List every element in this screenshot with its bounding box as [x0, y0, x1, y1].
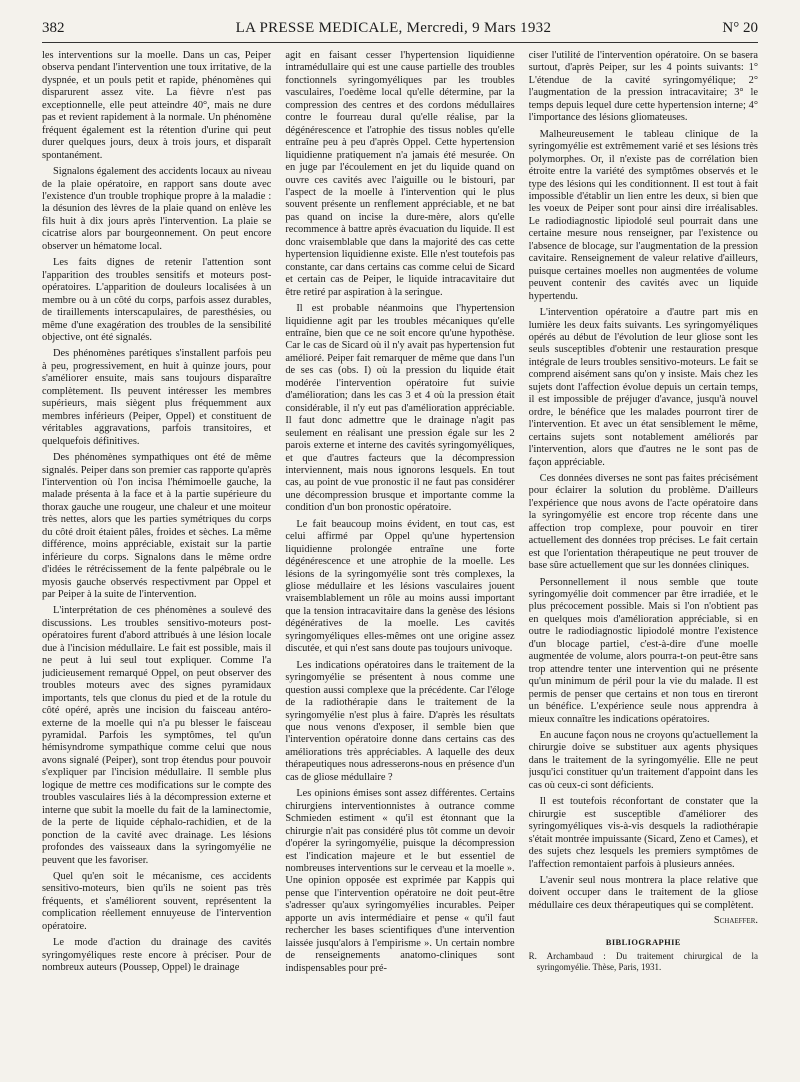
journal-title: LA PRESSE MEDICALE, Mercredi, 9 Mars 1932 [235, 20, 552, 36]
paragraph: Le mode d'action du drainage des cavités syringomyéliques reste encore à préciser. Pour de nombreux auteurs (Poussep, Oppel) le drainage [42, 937, 272, 974]
paragraph: agit en faisant cesser l'hypertension liquidienne intramédullaire qui est une cause partielle des troubles fonctionnels syringomyéliques par les troubles vasculaires, l'oedème local qu'elle détermine, par la compression des centres et des cordons médullaires contre le fourreau dural qu'elle réalise, par la dégénérescence et l'atrophie des tissus nobles qu'elle entraîne peu à peu d'après Oppel. Cette hypertension liquidienne pratiquement n'a jamais été mesurée. On en juge par l'écoulement en jet du liquide quand on ouvre ces cavités avec l'aiguille ou le bistouri, par l'aspect de la moelle à l'intervention qui le plus souvent présente un renflement appréciable, et ne bat pas quand on incise la dure-mère, alors qu'elle recommence à battre après évacuation du liquide. Il est donc vraisemblable que dans la majorité des cas cette hypertension liquidienne existe. Elle n'est toutefois pas constante, car dans certains cas comme celui de Sicard et certain cas de Peiper, le liquide intracavitaire dut être retiré par aspiration à la seringue. [285, 50, 515, 298]
paragraph: Les faits dignes de retenir l'attention sont l'apparition des troubles sensitifs et moteurs post-opératoires. L'apparition de douleurs localisées à un membre ou à un côté du corps, parfois assez durables, de tiraillements interscapulaires, de paresthésies, ou même d'une exagération des troubles de la sensibilité objective, ont été signalés. [42, 257, 272, 343]
paragraph: Les indications opératoires dans le traitement de la syringomyélie se présentent à nous comme une question aussi complexe que la précédente. Car l'éloge de la radiothérapie dans le traitement de la syringomyélie n'est plus à faire. D'après les résultats que nous venons d'exposer, il semble bien que l'intervention opératoire donne dans certains cas des améliorations très appréciables. A laquelle des deux thérapeutiques nous adresserons-nous en présence d'un cas de gliose médullaire ? [285, 659, 515, 783]
paragraph: Des phénomènes sympathiques ont été de même signalés. Peiper dans son premier cas rapporte qu'après l'intervention où l'on incisa l'hémimoelle gauche, la malade présenta à la face et à la partie supérieure du thorax gauche une rougeur, une chaleur et une moiteur très nettes, alors que les parties symétriques du corps du côté droit étaient pâles, froides et sèches. La même différence, moins appréciable, existait sur la partie inférieure du corps. Signalons dans le même ordre d'idées le rétrécissement de la fente palpébrale ou le myosis gauche observés respectivment par Oppel et par Peiper à la suite de l'intervention. [42, 452, 272, 601]
paragraph: Il est probable néanmoins que l'hypertension liquidienne agit par les troubles mécaniques qu'elle entraîne, bien que ce ne soit encore qu'une hypothèse. Car le cas de Sicard où il n'y avait pas hypertension fut amélioré. Peiper fait remarquer de même que dans l'un de ses cas (obs. I) où la pression du liquide était modérée l'intervention opératoire fut suivie d'amélioration; dans les cas 3 et 4 où la pression était considérable, il n'y eut pas d'amélioration appréciable. Il faut donc admettre que le drainage n'agit pas seulement en réalisant une pression égale sur les 2 parois externe et interne des cavités syringomyéliques, et que d'autres facteurs que la décompression interviennent, mais nous ignorons lesquels. En tout cas, au point de vue pronostic il ne faut pas considérer une décompression brusque et importante comme la condition d'un bon pronostic opératoire. [285, 303, 515, 514]
paragraph: ciser l'utilité de l'intervention opératoire. On se basera surtout, d'après Peiper, sur les 4 points suivants: 1° L'étendue de la cavité syringomyélique; 2° l'augmentation de la pression intracavitaire; 3° le temps depuis lequel dure cette hypertension interne; 4° l'importance des lésions gliomateuses. [528, 50, 758, 124]
paragraph: Personnellement il nous semble que toute syringomyélie doit commencer par être irradiée, et le plus précocement possible. Mais si l'on n'obtient pas en quelques mois d'amélioration appréciable, si en outre le radiodiagnostic lipiodolé montre l'existence d'un blocage partiel, c'est-à-dire d'une moelle augmentée de volume, alors pourra-t-on peut-être sans trop attendre tenter une intervention qui ne présente qu'un minimum de péril pour la vie du malade. Il est permis de penser que certains et non tous en tireront un bénéfice. L'expérience seule nous apprendra à mieux connaître les indications opératoires. [528, 576, 758, 725]
bibliography-title: BIBLIOGRAPHIE [605, 936, 681, 947]
column-1 [42, 50, 271, 1072]
paragraph: Ces données diverses ne sont pas faites précisément pour éclairer la solution du problème. D'ailleurs l'expérience que nous avons de l'acte opératoire dans la syringomyélie est encore trop récente dans une affection trop complexe, pour pouvoir en tirer actuellement des données trop précises. Le fait certain est que l'orientation thérapeutique ne peut trouver de base sûre actuellement que sur les données cliniques. [528, 472, 758, 572]
paragraph: Des phénomènes parétiques s'installent parfois peu à peu, progressivement, en huit à quinze jours, pour s'améliorer ensuite, mais sans toujours disparaître complètement. Ils peuvent intéresser les membres supérieurs, mais siègent plus fréquemment aux membres inférieurs (Peiper, Oppel) et constituent de véritables aggravations, parfois transitoires, et quelquefois définitives. [42, 348, 272, 447]
article-columns [42, 50, 758, 1072]
paragraph: En aucune façon nous ne croyons qu'actuellement la chirurgie doive se substituer aux agents physiques dans le traitement de la syringomyélie. Elle ne peut jusqu'ici constituer qu'un traitement d'appoint dans les cas où ceux-ci sont déficients. [528, 730, 758, 791]
paragraph: L'avenir seul nous montrera la place relative que doivent occuper dans le traitement de la gliose médullaire ces deux thérapeutiques qui se complètent. [528, 875, 758, 911]
bibliography-item: R. Archambaud : Du traitement chirurgical de la syringomyélie. Thèse, Paris, 1931. [528, 951, 758, 973]
paragraph: L'intervention opératoire a d'autre part mis en lumière les deux faits suivants. Les syringomyéliques opérés au début de l'évolution de leur gliose sont les seuls susceptibles d'obtenir une restauration presque intégrale de leurs troubles sensitivo-moteurs. Le fait se comprend aisément sans qu'on y insiste. Mais chez les sujets dont l'affection évolue depuis un certain temps, il est impossible de préjuger d'avance, jusqu'à nouvel ordre, le bénéfice que les malades pourront tirer de l'intervention. Et avec un état sensiblement le même, certains sujets sont notablement améliorés par l'intervention, alors que d'autres ne le sont pas de façon appréciable. [528, 307, 758, 468]
paragraph: Quel qu'en soit le mécanisme, ces accidents sensitivo-moteurs, bien qu'ils ne soient pas très fréquents, et s'améliorent souvent, représentent la complication réellement ennuyeuse de l'intervention opératoire. [42, 871, 272, 932]
issue-number: N° 20 [722, 20, 758, 36]
column-3 [529, 50, 758, 1072]
author-signature: Schaeffer. [713, 915, 758, 927]
paragraph: les interventions sur la moelle. Dans un cas, Peiper observa pendant l'intervention une toux irritative, de la dyspnée, et un pouls petit et rapide, phénomènes qui disparurent assez vite. La fièvre n'est pas exceptionnelle, elle peut atteindre 40°, mais ne dure pas et revient rapidement à la normale. Un phénomène fréquent également est la rétention d'urine qui peut durer quelques jours, deux à trois jours, et disparaît spontanément. [42, 50, 272, 161]
paragraph: Les opinions émises sont assez différentes. Certains chirurgiens interventionnistes à outrance comme Schmieden estiment « qu'il est étonnant que la chirurgie n'ait pas considéré plus tôt comme un devoir d'opérer la syringomyélie, puisque la décompression est l'indication majeure et le but essentiel de nombreuses interventions sur le cerveau et la moelle ». Une opinion opposée est exprimée par Kappis qui pense que l'intervention opératoire ne doit peut-être s'adresser qu'aux syringomyélies incurables. Peiper apporte un avis intermédiaire et pense « qu'il faut rechercher les bases scientifiques d'une intervention laissée jusqu'alors à l'empirisme ». Un certain nombre de renseignements anatomo-cliniques sont indispensables pour pré- [285, 788, 515, 974]
page-header [42, 20, 758, 43]
paragraph: L'interprétation de ces phénomènes a soulevé des discussions. Les troubles sensitivo-moteurs post-opératoires furent d'abord attribués à une lésion locale due à l'incision médullaire. Le fait est possible, mais il ne peut à lui seul tout expliquer. Comme l'a judicieusement remarqué Oppel, on peut observer des troubles moteurs avec des signes pyramidaux importants, tels que clonus du pied et de la rotule du côté opéré, après une incision du faisceau antéro-externe de la moelle qui n'a pu blesser le faisceau pyramidal. Parfois les symptômes, tel qu'un hémisyndrome sympathique comme celui que nous avons signalé (Peiper), sont trop étendus pour pouvoir s'expliquer par l'incision médullaire. Il semble plus logique de mettre ces modifications sur le compte des troubles vasculaires liés à la décompression externe et interne que subit la moelle du fait de la laminectomie, de la perte de liquide céphalo-rachidien, et de la ponction de la cavité avec drainage. Les lésions profondes des vaisseaux dans la syringomyélie ne peuvent que les favoriser. [42, 605, 272, 866]
paragraph: Malheureusement le tableau clinique de la syringomyélie est extrêmement varié et ses lésions très polymorphes. Or, il n'existe pas de corrélation bien étroite entre la variété des symptômes observés et le type des lésions qui les conditionnent. Il est tout à fait impossible d'établir un lien entre les deux, si bien que les voeux de Peiper sont pour ainsi dire irréalisables. Le radiodiagnostic lipiodolé seul pourrait dans une certaine mesure nous renseigner, par l'existence ou l'absence de blocage, sur l'augmentation de la pression cavitaire. Renseignement de valeur relative d'ailleurs, puisque certaines moelles non augmentées de volume peuvent contenir des cavités avec un liquide hypertendu. [528, 128, 758, 302]
paragraph: Il est toutefois réconfortant de constater que la chirurgie est susceptible d'améliorer des syringomyéliques vis-à-vis desquels la radiothérapie s'était montrée impuissante (Sicard, Zeno et Cames), et des sujets chez lesquels les premiers symptômes de l'affection remontaient parfois à plusieurs années. [528, 796, 758, 870]
column-2 [285, 50, 514, 1072]
paragraph: Signalons également des accidents locaux au niveau de la plaie opératoire, en rapport sans doute avec l'existence d'un trouble trophique propre à la maladie : la désunion des lèvres de la plaie quand on enlève les fils huit à dix jours après l'intervention. La plaie se cicatrise alors par bourgeonnement. On peut encore observer un hématome local. [42, 166, 272, 252]
page-number: 382 [42, 20, 65, 36]
paragraph: Le fait beaucoup moins évident, en tout cas, est celui affirmé par Oppel qu'une hypertension liquidienne prolongée entraîne une forte dégénérescence et une atrophie de la moelle. Les lésions de la syringomyélie sont très complexes, la gliose médullaire et les lésions vasculaires jouent vraisemblablement un rôle au moins aussi important que la tension intracavitaire dans la genèse des lésions dégénératives de la moelle. Les cavités syringomyéliques elles-mêmes ont une origine assez discutée, et qui n'est sans doute pas toujours univoque. [285, 518, 515, 655]
